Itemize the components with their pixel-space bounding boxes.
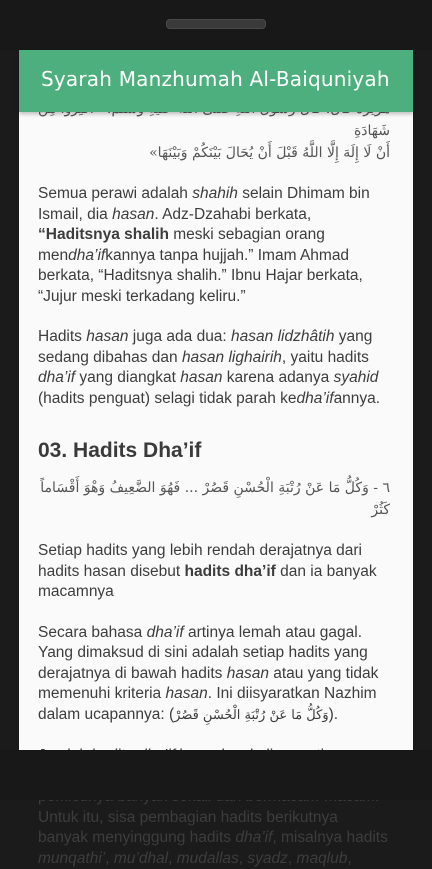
- paragraph-jumlah: Untuk itu, sisa pembagian hadits berikutnya banyak menyinggung hadits dha’if, misalnya hadits munqathi’, mu’dhal, mudallas, syadz, maqlub,: [38, 808, 388, 867]
- arabic-verse: ٦ - وَكُلُّ مَا عَنْ رُتْبَةِ الْحُسْنِ قَصُرْ ... فَهُوَ الضَّعِيفُ وَهْوَ أَقْسَاماً كَثُرْ: [40, 480, 390, 518]
- phone-top-bezel: [0, 0, 432, 50]
- app-bar: [19, 50, 413, 112]
- speaker-grille: [166, 19, 266, 29]
- arabic-quote-line-2: أَنْ لَا إِلَهَ إِلَّا اللَّهُ قَبْلَ أَنْ يُحَالَ بَيْنَكُمْ وَبَيْنَهَا»: [149, 145, 390, 161]
- paragraph-perawi: Semua perawi adalah shahih selain Dhimam bin Ismail, dia hasan. Adz-Dzahabi berkata, “Haditsnya shalih meski sebagian orang mendha’ifkannya tanpa hujjah.” Imam Ahmad berkata, “Haditsnya shalih.” Ibnu Hajar berkata, “Jujur meski terkadang keliru.”: [38, 185, 370, 305]
- paragraph-hasan: Hadits hasan juga ada dua: hasan lidzhâtih yang sedang dibahas dan hasan lighairih, yaitu hadits dha’if yang diangkat hasan karena adanya syahid (hadits penguat) selagi tidak parah kedha’ifannya.: [38, 328, 381, 407]
- section-heading: 03. Hadits Dha’if: [38, 439, 202, 462]
- article-content[interactable]: [19, 112, 413, 867]
- app-screen: [19, 50, 413, 867]
- arabic-quote-line-1: شَهَادَةِ: [353, 123, 390, 139]
- phone-bottom-bezel: [0, 750, 432, 800]
- app-title: Syarah Manzhumah Al-Baiquniyah: [41, 67, 390, 91]
- paragraph-definition: Setiap hadits yang lebih rendah derajatnya dari hadits hasan disebut hadits dha’if dan ia banyak macamnya: [38, 542, 377, 600]
- paragraph-bahasa: Secara bahasa dha’if artinya lemah atau gagal. Yang dimaksud di sini adalah setiap hadits yang derajatnya di bawah hadits hasan atau yang tidak memenuhi kriteria hasan. Ini diisyaratkan Nazhim dalam ucapannya: (وَكُلُّ مَا عَنْ رُتْبَةِ الْحُسْنِ قَصُرْ).: [38, 623, 379, 723]
